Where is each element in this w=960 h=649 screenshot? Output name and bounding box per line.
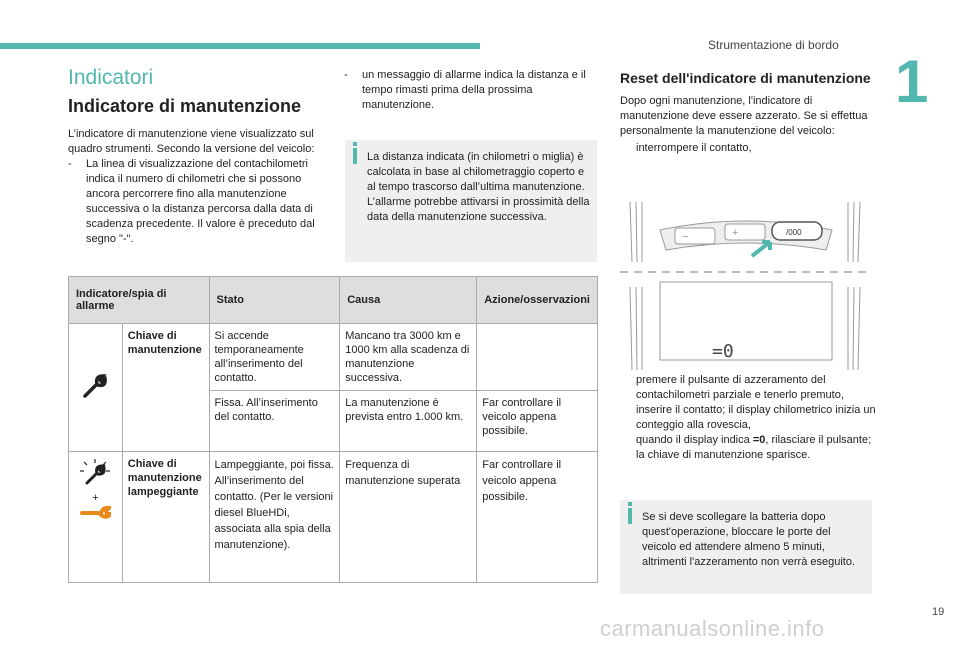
- category-heading: Indicatori: [68, 66, 154, 89]
- dash-text: un messaggio di allarme indica la distanza e il tempo rimasti prima della prossima manutenzione.: [362, 69, 586, 111]
- reset-button-label: /000: [786, 228, 802, 237]
- reset-heading: Reset dell'indicatore di manutenzione: [620, 70, 871, 86]
- bullet-icon: [620, 433, 636, 463]
- orange-wrench-icon: [79, 505, 111, 521]
- col-header: Causa: [340, 277, 477, 324]
- page-title: Indicatore di manutenzione: [68, 96, 302, 116]
- info-box: [620, 500, 872, 594]
- bullet-icon: [620, 141, 636, 156]
- watermark: carmanualsonline.info: [600, 616, 825, 641]
- info-text: Se si deve scollegare la batteria dopo quest'operazione, bloccare le porte del veicolo ed attendere almeno 5 minuti, altrimenti l'azzeramento non verrà eseguito.: [642, 511, 856, 568]
- azione-cell: Far controllare il veicolo appena possibile.: [477, 452, 598, 583]
- dash-glyph: -: [68, 158, 72, 170]
- table-row: [69, 452, 598, 583]
- icon-cell: [69, 452, 123, 583]
- info-icon: [353, 148, 357, 164]
- column-middle: [344, 68, 596, 113]
- intro-text: L’indicatore di manutenzione viene visualizzato sul quadro strumenti. Secondo la versione del veicolo:: [68, 128, 315, 155]
- causa-cell: Mancano tra 3000 km e 1000 km alla scadenza di manutenzione successiva.: [340, 324, 477, 391]
- info-box: [345, 140, 597, 262]
- indicator-table: [68, 276, 598, 583]
- azione-cell: [477, 324, 598, 391]
- list-item-text: premere il pulsante di azzeramento del contachilometri parziale e tenerlo premuto,: [636, 374, 844, 401]
- table-row: [69, 324, 598, 391]
- causa-cell: Frequenza di manutenzione superata: [340, 452, 477, 583]
- chapter-number: 1: [895, 48, 929, 115]
- list-item-text: [636, 433, 880, 463]
- col-header: Azione/osservazioni: [477, 277, 598, 324]
- info-text: La distanza indicata (in chilometri o miglia) è calcolata in base al chilometraggio coperto e al tempo trascorso dall’ultima manutenzione. L’allarme potrebbe attivarsi in prossimità della data della manutenzione successiva.: [367, 151, 590, 223]
- table-header-row: [69, 277, 598, 324]
- indicator-name: Chiave di manutenzione: [122, 324, 209, 452]
- info-icon: [628, 508, 632, 524]
- bullet-icon: [620, 403, 636, 433]
- page-number: 19: [932, 606, 945, 618]
- causa-cell: La manutenzione è prevista entro 1.000 km.: [340, 391, 477, 452]
- wrench-icon: [81, 372, 109, 400]
- list-item-text-bold: =0: [752, 434, 766, 446]
- dash-text: La linea di visualizzazione del contachilometri indica il numero di chilometri che si possono ancora percorrere fino alla manutenzione successiva o la distanza percorsa dalla data di scadenza precedente. Il valore è preceduto dal segno "-".: [86, 158, 315, 245]
- header-accent-bar: [0, 43, 480, 49]
- list-item: [620, 433, 880, 463]
- indicator-name: Chiave di manutenzione lampeggiante: [122, 452, 209, 583]
- dash-glyph: -: [344, 69, 348, 81]
- plus-label: +: [732, 227, 739, 239]
- list-item: [620, 373, 880, 403]
- azione-cell: Far controllare il veicolo appena possibile.: [477, 391, 598, 452]
- col-header: Indicatore/spia di allarme: [69, 277, 210, 324]
- icon-cell: [69, 324, 123, 452]
- stato-cell: Fissa. All’inserimento del contatto.: [209, 391, 340, 452]
- stato-cell: Si accende temporaneamente all’inserimento del contatto.: [209, 324, 340, 391]
- list-item-text: inserire il contatto; il display chilometrico inizia un conteggio alla rovescia,: [636, 404, 876, 431]
- column-left: [68, 66, 328, 247]
- dash-item: [344, 68, 596, 113]
- column-right: [620, 70, 880, 156]
- list-item-text: interrompere il contatto,: [636, 142, 752, 154]
- list-item: [620, 403, 880, 433]
- reset-steps: [620, 373, 880, 463]
- minus-label: −: [682, 231, 689, 243]
- flashing-wrench-icon: [78, 457, 112, 487]
- col-header: Stato: [209, 277, 340, 324]
- list-item: [620, 141, 880, 156]
- reset-intro: Dopo ogni manutenzione, l'indicatore di manutenzione deve essere azzerato. Se si effettua personalmente la manutenzione del veicolo:: [620, 95, 868, 137]
- plus-sign: +: [92, 492, 99, 504]
- instrument-display-illustration: [620, 192, 872, 370]
- display-value: =0: [712, 341, 734, 362]
- section-title: Strumentazione di bordo: [708, 38, 839, 52]
- stato-cell: Lampeggiante, poi fissa. All’inserimento del contatto. (Per le versioni diesel BlueHDi, associata alla spia della manutenzione).: [209, 452, 340, 583]
- dash-item: [68, 157, 328, 247]
- bullet-icon: [620, 373, 636, 403]
- list-item-text-part: , rilasciare il pulsante; la chiave di manutenzione sparisce.: [636, 434, 872, 461]
- list-item-text-part: quando il display indica: [636, 434, 753, 446]
